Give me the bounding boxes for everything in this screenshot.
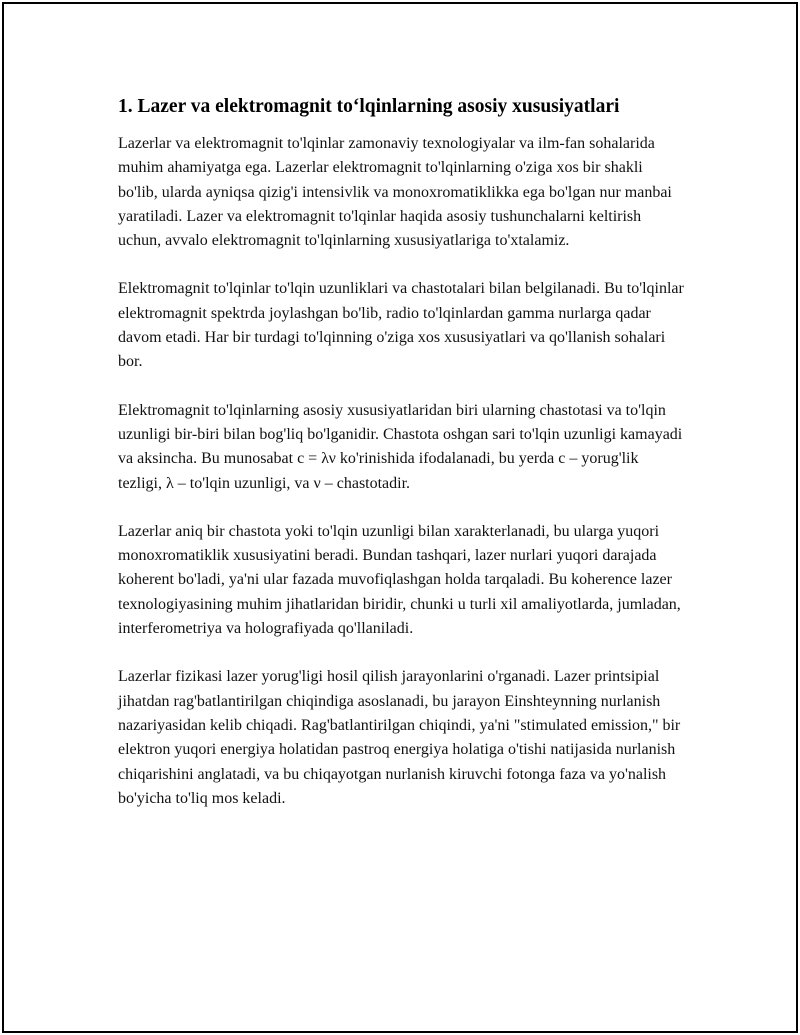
section-heading: 1. Lazer va elektromagnit to‘lqinlarning asosiy xususiyatlari bbox=[118, 96, 620, 117]
paragraph-intro: Lazerlar va elektromagnit to'lqinlar zamonaviy texnologiyalar va ilm-fan sohalarida muhim ahamiyatga ega. Lazerlar elektromagnit to'lqinlarning o'ziga xos bir shakli bo'lib, ularda ayniqsa qizig'i intensivlik va monoxromatiklikka ega bo'lgan nur manbai yaratiladi. Lazer va elektromagnit to'lqinlar haqida asosiy tushunchalarni keltirish uchun, avvalo elektromagnit to'lqinlarning xususiyatlariga to'xtalamiz. bbox=[118, 135, 672, 250]
paragraph-frequency-wavelength: Elektromagnit to'lqinlarning asosiy xususiyatlaridan biri ularning chastotasi va to'lqin uzunligi bir-biri bilan bog'liq bo'lganidir. Chastota oshgan sari to'lqin uzunligi kamayadi va aksincha. Bu munosabat c = λν ko'rinishida ifodalanadi, bu yerda c – yorug'lik tezligi, λ – to'lqin uzunligi, va ν – chastotadir. bbox=[118, 401, 683, 492]
paragraph-em-waves: Elektromagnit to'lqinlar to'lqin uzunliklari va chastotalari bilan belgilanadi. Bu to'lqinlar elektromagnit spektrda joylashgan bo'lib, radio to'lqinlardan gamma nurlarga qadar davom etadi. Har bir turdagi to'lqinning o'ziga xos xususiyatlari va qo'llanish sohalari bor. bbox=[118, 280, 684, 371]
paragraph-stimulated-emission: Lazerlar fizikasi lazer yorug'ligi hosil qilish jarayonlarini o'rganadi. Lazer printsipial jihatdan rag'batlantirilgan chiqindiga asoslanadi, bu jarayon Einshteynning nurlanish nazariyasidan kelib chiqadi. Rag'batlantirilgan chiqindi, ya'ni "stimulated emission," bir elektron yuqori energiya holatidan pastroq energiya holatiga o'tishi natijasida nurlanish chiqarishini anglatadi, va bu chiqayotgan nurlanish kiruvchi fotonga faza va yo'nalish bo'yicha to'liq mos keladi. bbox=[118, 668, 681, 807]
document-body bbox=[118, 94, 684, 835]
paragraph-laser-coherence: Lazerlar aniq bir chastota yoki to'lqin uzunligi bilan xarakterlanadi, bu ularga yuqori monoxromatiklik xususiyatini beradi. Bundan tashqari, lazer nurlari yuqori darajada koherent bo'ladi, ya'ni ular fazada muvofiqlashgan holda tarqaladi. Bu koherence lazer texnologiyasining muhim jihatlaridan biridir, chunki u turli xil amaliyotlarda, jumladan, interferometriya va holografiyada qo'llaniladi. bbox=[118, 522, 681, 638]
